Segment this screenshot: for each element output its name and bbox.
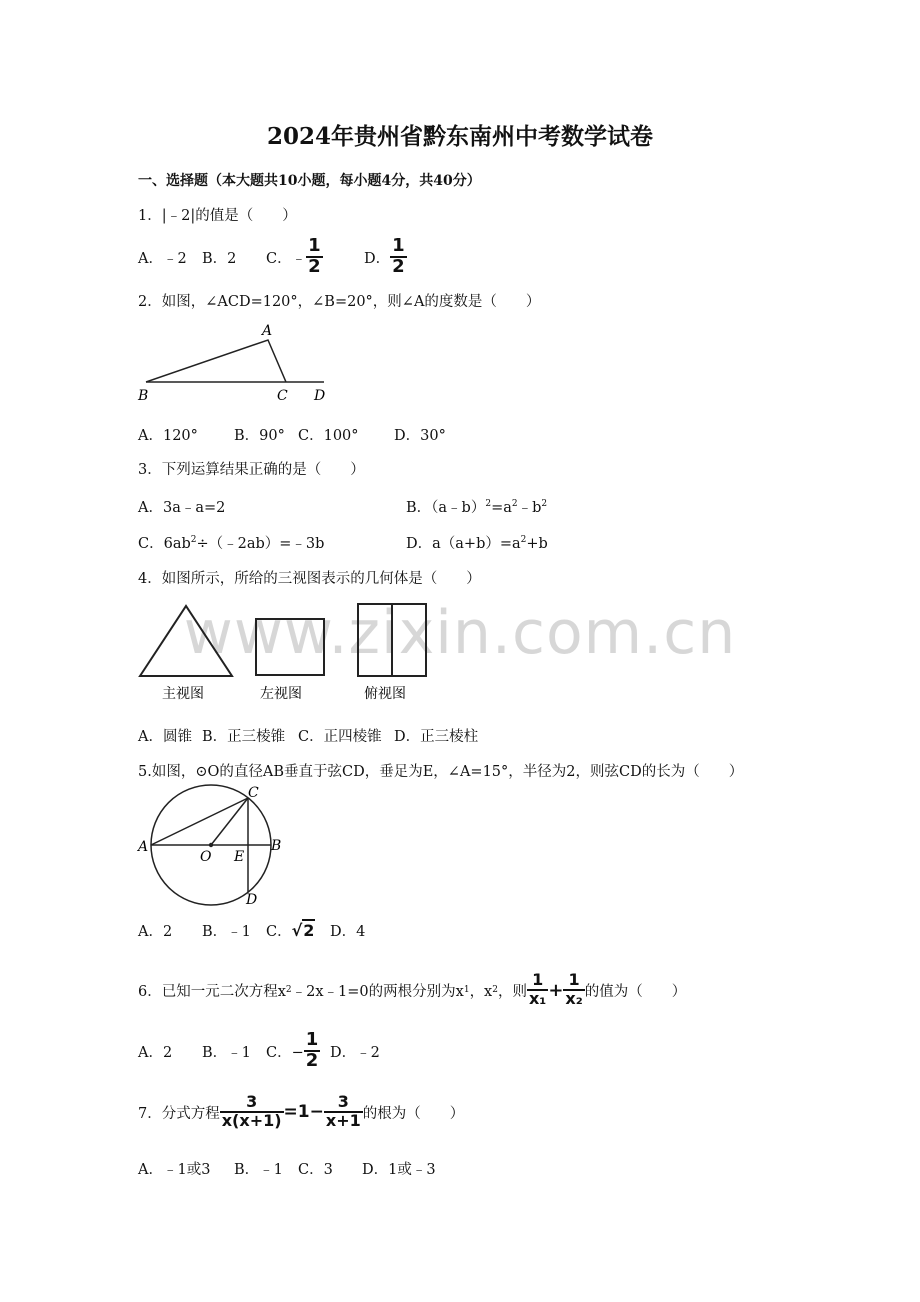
question-2-stem: 2．如图，∠ACD=120°，∠B=20°，则∠A的度数是（ ） [138,294,541,310]
page-title: 2024年贵州省黔东南州中考数学试卷 [266,123,653,150]
q5-option-c: C． √2 [266,921,315,940]
q2-label-d: D [314,388,326,404]
q5-option-a: A．2 [138,924,173,940]
question-7-options [138,1158,436,1179]
question-3-stem: 3．下列运算结果正确的是（ ） [138,462,365,478]
q7-fraction-right: $\frac{3}{x+1}$ [325,1092,361,1130]
question-1-stem: 1．|﹣2|的值是（ ） [138,208,297,224]
q4-left-view-rectangle [256,619,324,675]
q7-option-a: A．﹣1或3 [138,1162,211,1178]
q3-option-a: A．3a﹣a=2 [138,500,226,516]
q3-option-c: C．$6ab^2\div(﹣2ab)=﹣3b$ [138,535,325,552]
q2-triangle-diagram [136,318,336,408]
q4-label-top-view: 俯视图 [364,686,406,702]
q3-option-d: D．$a(a+b)=a^2+b$ [406,535,548,552]
q1-fraction-c: $\frac{1}{2}$ [308,235,321,277]
q2-triangle-sides [146,340,286,382]
q7-fraction-left: $\frac{3}{x(x+1)}$ [221,1092,282,1130]
q6-fraction-1-over-x2: $\frac{1}{\text{x₂}}$ [565,970,583,1008]
q7-option-d: D．1或﹣3 [362,1162,436,1178]
q6-option-d: D．﹣2 [330,1044,380,1061]
question-6-options [138,1028,380,1074]
q6-option-c: C．− $\frac{1}{2}$ [266,1029,319,1071]
question-1-options [138,234,407,280]
q2-option-c: C．100° [298,428,359,444]
q5-label-a: A [138,839,149,855]
q6-fraction-c: $\frac{1}{2}$ [305,1029,319,1071]
q5-center-dot [209,843,213,847]
question-7-stem: 7．分式方程 $\frac{3}{x(x+1)}$ =1− $\frac{3}{x+1}$ 的根为（ ） [138,1092,465,1130]
q2-option-a: A．120° [138,428,198,444]
q1-option-a: A．﹣2 [138,250,187,267]
q3-option-b: B．$(a﹣b)^2=a^2﹣b^2$ [406,499,548,516]
q1-option-c: C．﹣ $\frac{1}{2}$ [266,235,321,277]
question-6-stem: 6．已知一元二次方程x 2 ﹣2x﹣1=0的两根分别为x 1 ，x 2 ，则 $\frac{1}{\text{x₁}}$ + $\frac{1}{\text{x₂}}$ 的值为（ ） [138,970,687,1008]
q7-option-c: C．3 [298,1162,333,1178]
question-2-options [138,424,446,445]
q2-label-c: C [277,388,288,404]
q5-circle-diagram [134,784,294,908]
q5-label-c: C [248,785,259,801]
q4-option-d: D．正三棱柱 [394,729,479,745]
q2-label-a: A [262,323,273,339]
question-5-options [138,920,365,941]
q2-option-d: D．30° [394,428,446,444]
q5-segment-oc [211,798,248,845]
q6-option-a: A．2 [138,1044,173,1061]
q4-label-left-view: 左视图 [260,686,302,702]
q4-label-front-view: 主视图 [162,686,204,702]
q5-sqrt-symbol: √2 [291,921,315,940]
q1-option-b: B．2 [202,250,237,267]
q4-front-view-triangle [140,606,232,676]
q5-label-b: B [271,838,282,854]
question-4-options [138,725,478,746]
q5-label-o: O [200,849,212,865]
question-5-stem: 5.如图，⊙O的直径AB垂直于弦CD，垂足为E，∠A=15°，半径为2，则弦CD的长为（ ） [138,764,744,780]
question-4-stem: 4．如图所示，所给的三视图表示的几何体是（ ） [138,571,481,587]
q5-option-b: B．﹣1 [202,924,251,940]
q7-option-b: B．﹣1 [234,1162,283,1178]
q2-label-b: B [138,388,149,404]
q5-label-e: E [234,849,245,865]
q1-option-d: D． $\frac{1}{2}$ [364,235,405,277]
q2-option-b: B．90° [234,428,285,444]
q5-option-d: D．4 [330,924,366,940]
watermark: www.zixin.com.cn [183,598,737,668]
q4-three-views-diagram [136,598,436,706]
q6-option-b: B．﹣1 [202,1044,251,1061]
q4-option-a: A．圆锥 [138,729,192,745]
section-heading: 一、选择题（本大题共10小题，每小题4分，共40分） [138,173,481,189]
q6-fraction-1-over-x1: $\frac{1}{\text{x₁}}$ [528,970,547,1008]
q4-option-c: C．正四棱锥 [298,729,382,745]
q4-option-b: B．正三棱锥 [202,729,286,745]
q1-fraction-d: $\frac{1}{2}$ [392,235,405,277]
q5-label-d: D [246,892,258,908]
